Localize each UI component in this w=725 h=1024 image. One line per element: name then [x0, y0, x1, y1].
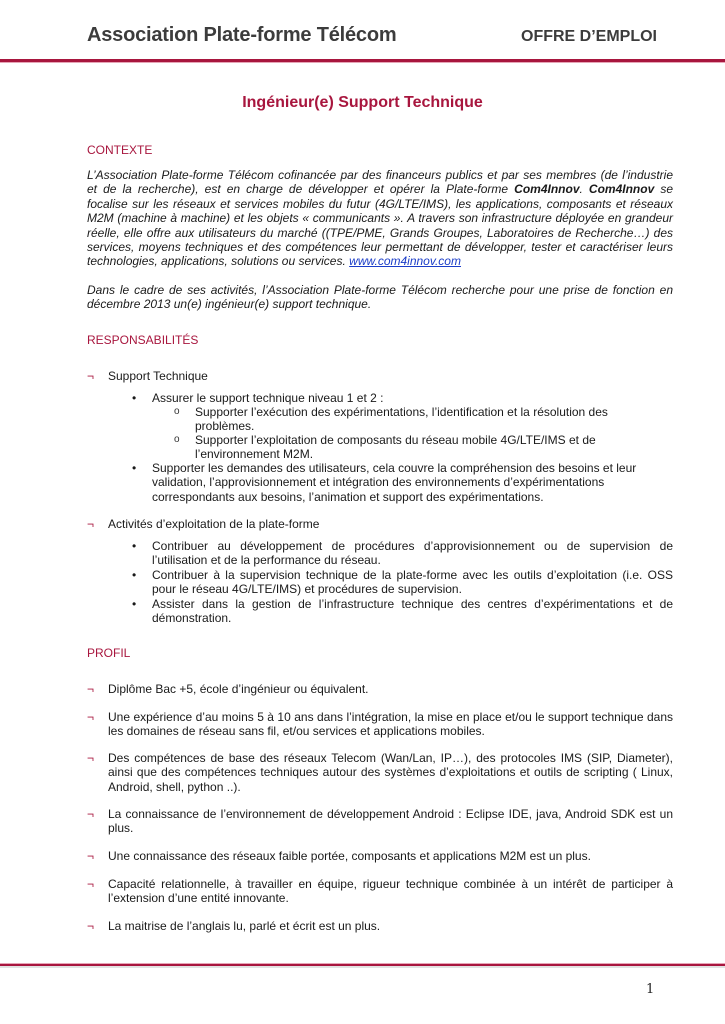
item-text: Contribuer au développement de procédures d’approvisionnement ou de supervision de l’utilisation et de la performance du réseau. [152, 539, 673, 568]
list-arrow-icon: ¬ [87, 919, 95, 933]
list-arrow-icon: ¬ [87, 807, 95, 821]
brand-name: Com4Innov [588, 182, 655, 197]
profile-text: La maitrise de l’anglais lu, parlé et écrit est un plus. [108, 919, 381, 933]
group-title: Support Technique [108, 369, 208, 383]
sub-bullet-icon: o [174, 406, 180, 417]
organization-name: Association Plate-forme Télécom [87, 24, 397, 46]
subitem-text: Supporter l’exécution des expérimentations, l’identification et la résolution des problèmes. [195, 405, 608, 434]
profile-text: Une connaissance des réseaux faible portée, composants et applications M2M est un plus. [108, 849, 591, 863]
document-type: OFFRE D’EMPLOI [521, 28, 657, 45]
profile-text: Une expérience d’au moins 5 à 10 ans dans l’intégration, la mise en place et/ou le support technique dans les domaines de réseau sans fil, et/ou services et applications mobiles. [108, 710, 673, 739]
context-text: . [579, 182, 589, 197]
bullet-icon: • [132, 568, 137, 582]
section-heading-contexte: CONTEXTE [87, 143, 153, 157]
header-divider [0, 59, 725, 63]
bullet-icon: • [132, 597, 137, 611]
brand-name: Com4Innov [514, 182, 580, 197]
profile-text: Des compétences de base des réseaux Telecom (Wan/Lan, IP…), des protocoles IMS (SIP, Diameter), ainsi que des compétences techniques autour des systèmes d’exploitations et outils de scripting ( Linux, Android, shell, python ..). [108, 751, 673, 794]
subitem-text: Supporter l’exploitation de composants du réseau mobile 4G/LTE/IMS et de l’environnement M2M. [195, 433, 596, 462]
item-text: Supporter les demandes des utilisateurs, cela couvre la compréhension des besoins et leur validation, l’approvisionnement et intégration des environnements d’expérimentations correspondants aux besoins, l’animation et support des expérimentations. [152, 461, 637, 504]
footer-divider [0, 963, 725, 968]
list-arrow-icon: ¬ [87, 369, 95, 383]
job-title: Ingénieur(e) Support Technique [242, 94, 483, 111]
list-arrow-icon: ¬ [87, 517, 95, 531]
list-arrow-icon: ¬ [87, 710, 95, 724]
context-paragraph-2: Dans le cadre de ses activités, l’Association Plate-forme Télécom recherche pour une prise de fonction en décembre 2013 un(e) ingénieur(e) support technique. [87, 283, 673, 312]
item-text: Assurer le support technique niveau 1 et 2 : [152, 391, 384, 405]
bullet-icon: • [132, 391, 137, 405]
list-arrow-icon: ¬ [87, 849, 95, 863]
profile-text: Capacité relationnelle, à travailler en équipe, rigueur technique combinée à un intérêt de participer à l’extension d’une entité innovante. [108, 877, 673, 906]
list-arrow-icon: ¬ [87, 877, 95, 891]
profile-text: La connaissance de l’environnement de développement Android : Eclipse IDE, java, Android SDK est un plus. [108, 807, 673, 836]
group-title: Activités d’exploitation de la plate-forme [108, 517, 320, 531]
item-text: Assister dans la gestion de l’infrastructure technique des centres d’expérimentations et de démonstration. [152, 597, 673, 626]
page-number: 1 [646, 982, 655, 997]
list-arrow-icon: ¬ [87, 682, 95, 696]
bullet-icon: • [132, 461, 137, 475]
context-text: se focalise sur les réseaux et services mobiles du futur (4G/LTE/IMS), les applications, composants et réseaux M2M (machine à machine) et les objets « communicants ». A travers son infrastructure déployée en grandeur réelle, elle offre aux utilisateurs du marché ((TPE/PME, Grands Groupes, Laboratoires de Recherche…) des services, moyens techniques et des compétences leur permettant de développer, tester et caractériser leurs technologies, applications, solutions ou services. [87, 182, 673, 269]
item-text: Contribuer à la supervision technique de la plate-forme avec les outils d’exploitation (i.e. OSS pour le réseau 4G/LTE/IMS) et procédures de supervision. [152, 568, 673, 597]
bullet-icon: • [132, 539, 137, 553]
website-link[interactable]: www.com4innov.com [349, 254, 461, 269]
context-paragraph [87, 168, 673, 269]
profile-text: Diplôme Bac +5, école d’ingénieur ou équivalent. [108, 682, 369, 696]
section-heading-profil: PROFIL [87, 646, 131, 660]
list-arrow-icon: ¬ [87, 751, 95, 765]
sub-bullet-icon: o [174, 434, 180, 445]
context-text: L’Association Plate-forme Télécom cofinancée par des financeurs publics et par ses membres (de l’industrie et de la recherche), est en charge de développer et opérer la Plate-forme [87, 168, 673, 197]
section-heading-responsabilites: RESPONSABILITÉS [87, 333, 199, 347]
